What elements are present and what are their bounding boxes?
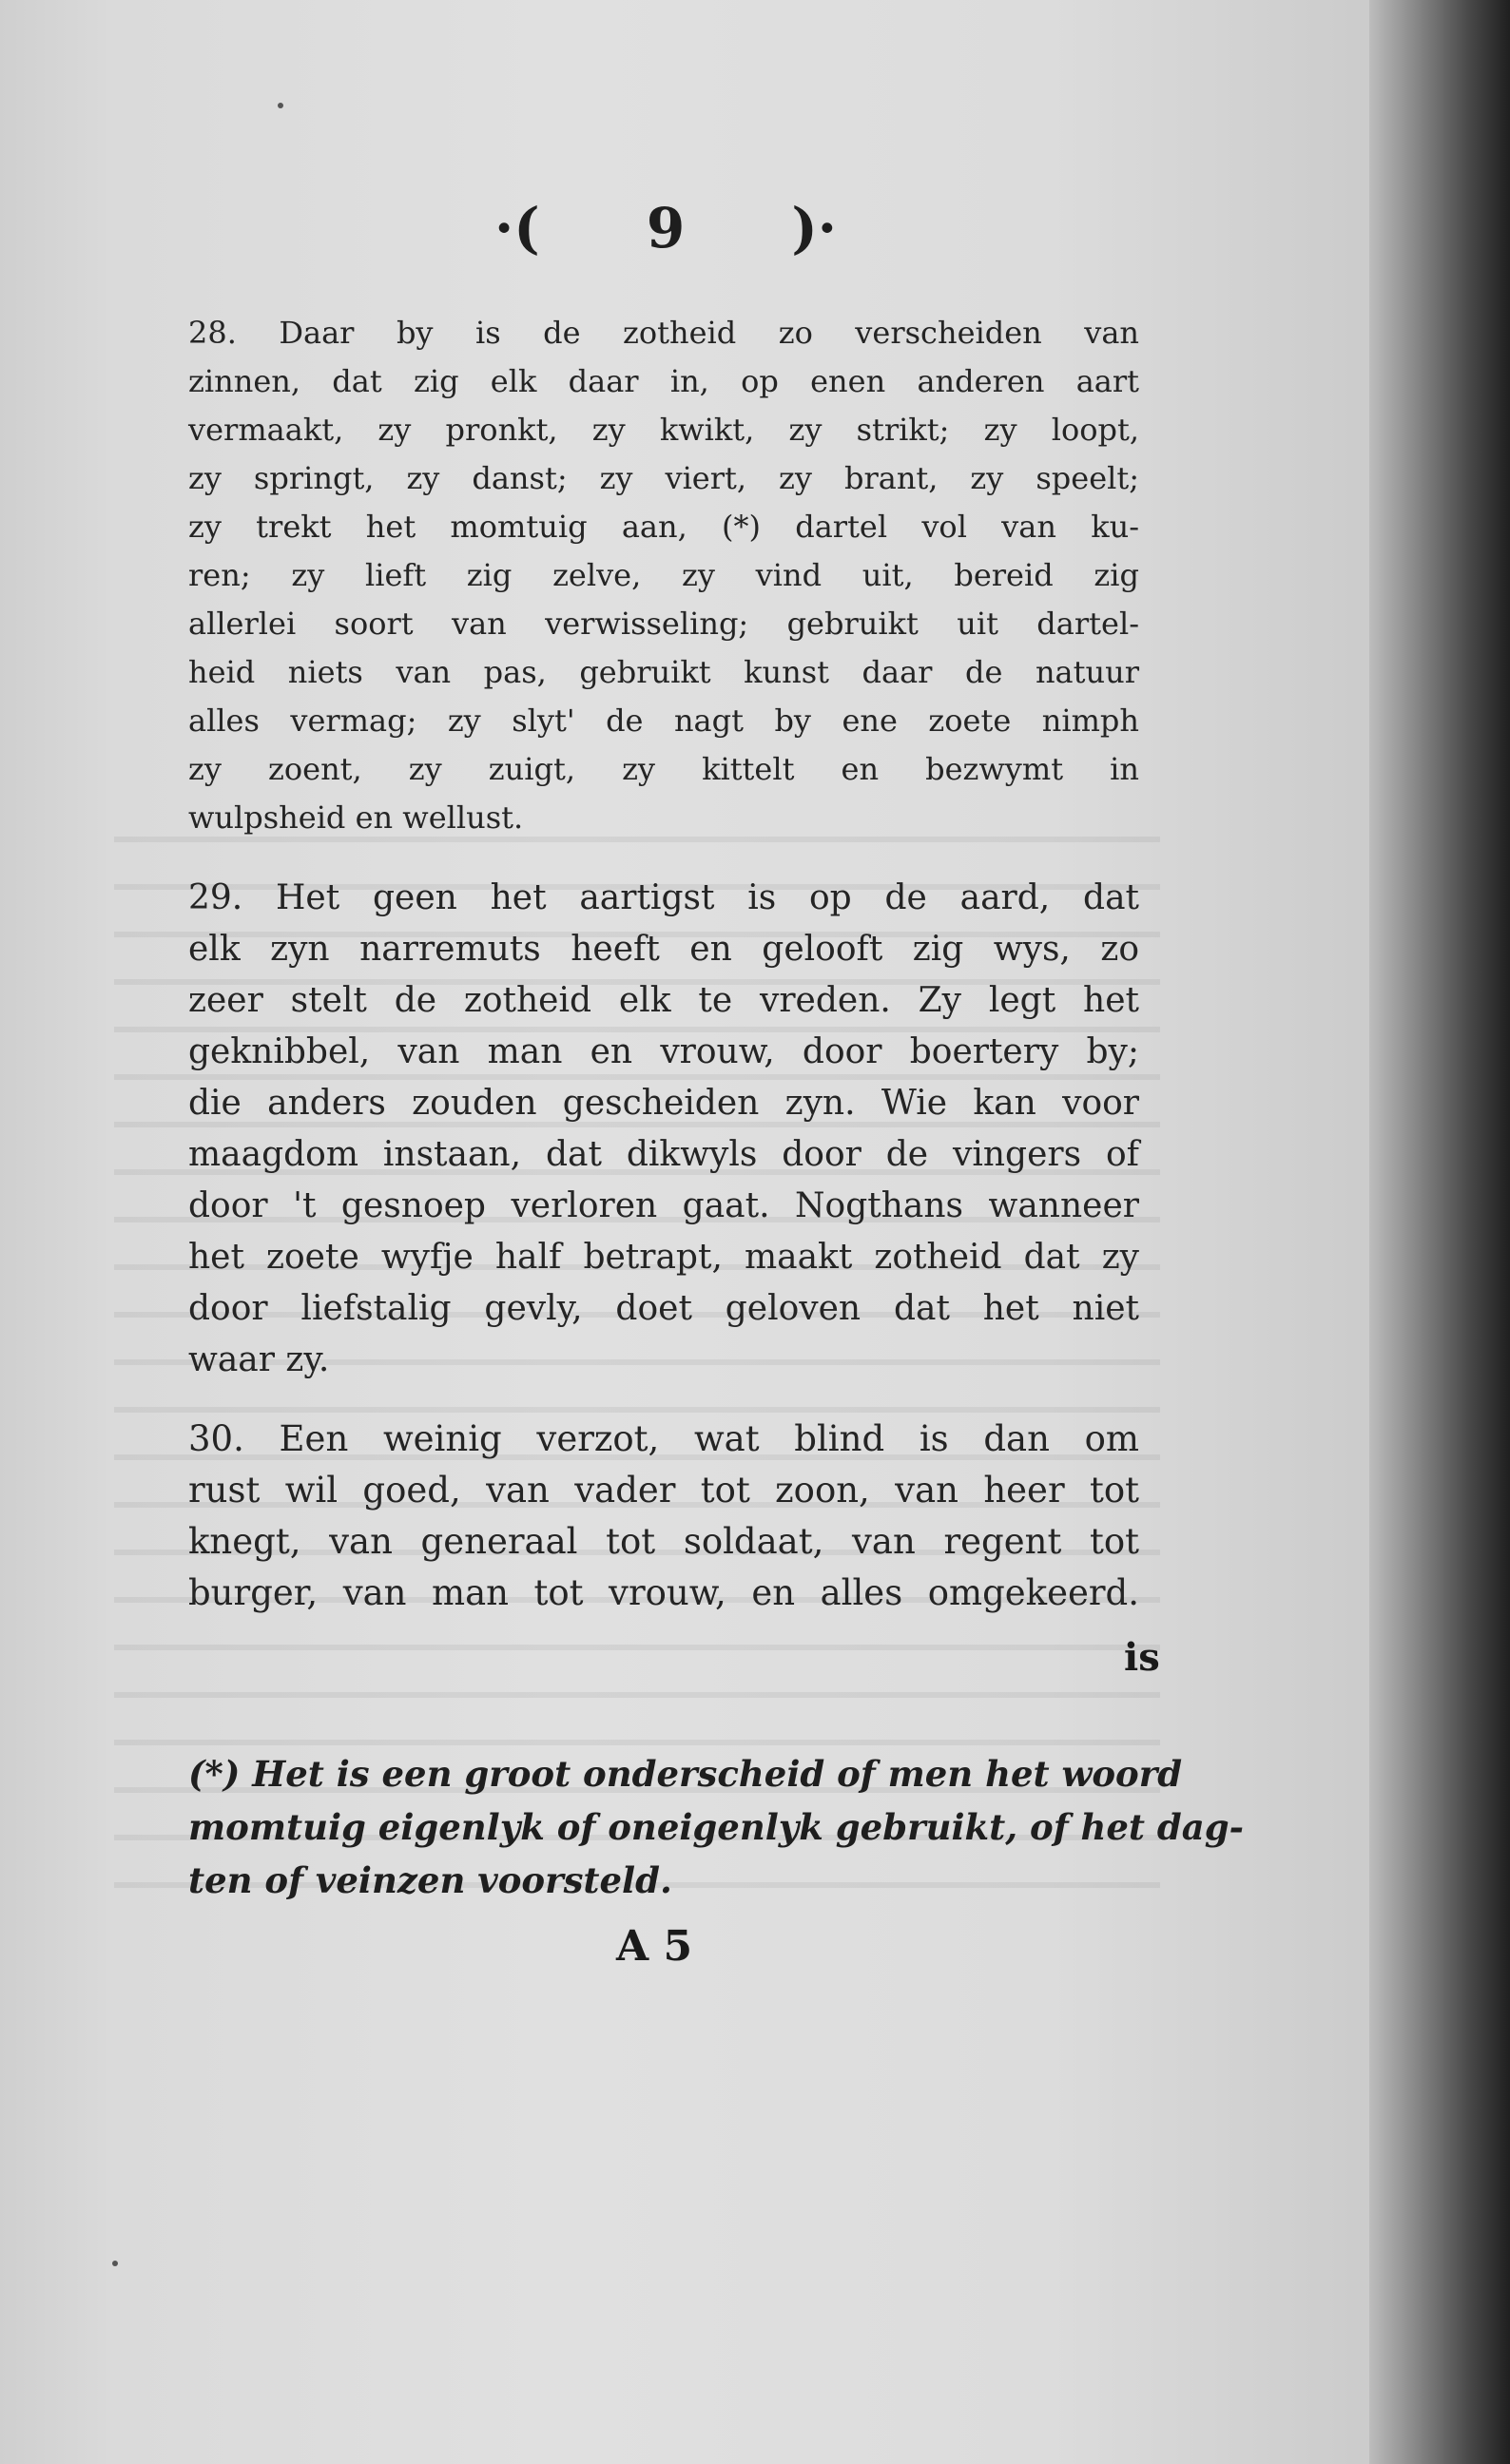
- paper-speck: [278, 103, 283, 108]
- printer-signature-mark: A 5: [616, 1922, 693, 1971]
- paragraph-line: heid niets van pas, gebruikt kunst daar de natuur: [188, 654, 1139, 690]
- paper-speck: [112, 2261, 118, 2266]
- footnote-line: momtuig eigenlyk of oneigenlyk gebruikt, of het dag-: [188, 1806, 1244, 1848]
- header-left-ornament: ·(: [494, 196, 540, 260]
- paragraph-line: alles vermag; zy slyt' de nagt by ene zoete nimph: [188, 703, 1139, 739]
- paragraph-line: 29. Het geen het aartigst is op de aard, dat: [188, 878, 1139, 917]
- paragraph-line: ren; zy lieft zig zelve, zy vind uit, bereid zig: [188, 557, 1139, 593]
- paragraph-29: [188, 873, 1139, 1386]
- paragraph-line: die anders zouden gescheiden zyn. Wie kan voor: [188, 1084, 1139, 1123]
- paragraph-line: vermaakt, zy pronkt, zy kwikt, zy strikt; zy loopt,: [188, 412, 1139, 448]
- footnote-line: (*) Het is een groot onderscheid of men het woord: [188, 1753, 1183, 1795]
- paragraph-line: geknibbel, van man en vrouw, door boertery by;: [188, 1032, 1139, 1071]
- catchword: is: [1124, 1635, 1160, 1680]
- paragraph-line: 28. Daar by is de zotheid zo verscheiden van: [188, 315, 1139, 351]
- paragraph-line: waar zy.: [188, 1340, 330, 1379]
- paragraph-line: zinnen, dat zig elk daar in, op enen anderen aart: [188, 363, 1139, 399]
- paragraph-line: zy trekt het momtuig aan, (*) dartel vol van ku-: [188, 509, 1139, 545]
- paragraph-line: door liefstalig gevly, doet geloven dat het niet: [188, 1289, 1139, 1328]
- paragraph-line: rust wil goed, van vader tot zoon, van heer tot: [188, 1470, 1139, 1511]
- paragraph-line: zy zoent, zy zuigt, zy kittelt en bezwymt in: [188, 751, 1139, 787]
- paragraph-line: 30. Een weinig verzot, wat blind is dan om: [188, 1418, 1139, 1459]
- footnote: [188, 1747, 1244, 1907]
- paragraph-line: burger, van man tot vrouw, en alles omgekeerd.: [188, 1572, 1139, 1613]
- paragraph-line: wulpsheid en wellust.: [188, 799, 524, 836]
- paragraph-line: elk zyn narremuts heeft en gelooft zig wys, zo: [188, 930, 1139, 969]
- paragraph-line: knegt, van generaal tot soldaat, van regent tot: [188, 1521, 1139, 1562]
- paragraph-line: maagdom instaan, dat dikwyls door de vingers of: [188, 1135, 1139, 1174]
- paragraph-28: [188, 309, 1139, 842]
- paragraph-line: het zoete wyfje half betrapt, maakt zotheid dat zy: [188, 1238, 1139, 1277]
- page-edge-shadow: [1369, 0, 1510, 2464]
- paragraph-line: door 't gesnoep verloren gaat. Nogthans wanneer: [188, 1186, 1139, 1225]
- paragraph-30: [188, 1414, 1139, 1619]
- header-right-ornament: )·: [791, 196, 837, 260]
- paragraph-line: zy springt, zy danst; zy viert, zy brant, zy speelt;: [188, 460, 1139, 496]
- paragraph-line: allerlei soort van verwisseling; gebruikt uit dartel-: [188, 606, 1139, 642]
- footnote-line: ten of veinzen voorsteld.: [188, 1859, 672, 1901]
- page-number: 9: [646, 196, 686, 260]
- paragraph-line: zeer stelt de zotheid elk te vreden. Zy legt het: [188, 981, 1139, 1020]
- page-header: [494, 190, 837, 266]
